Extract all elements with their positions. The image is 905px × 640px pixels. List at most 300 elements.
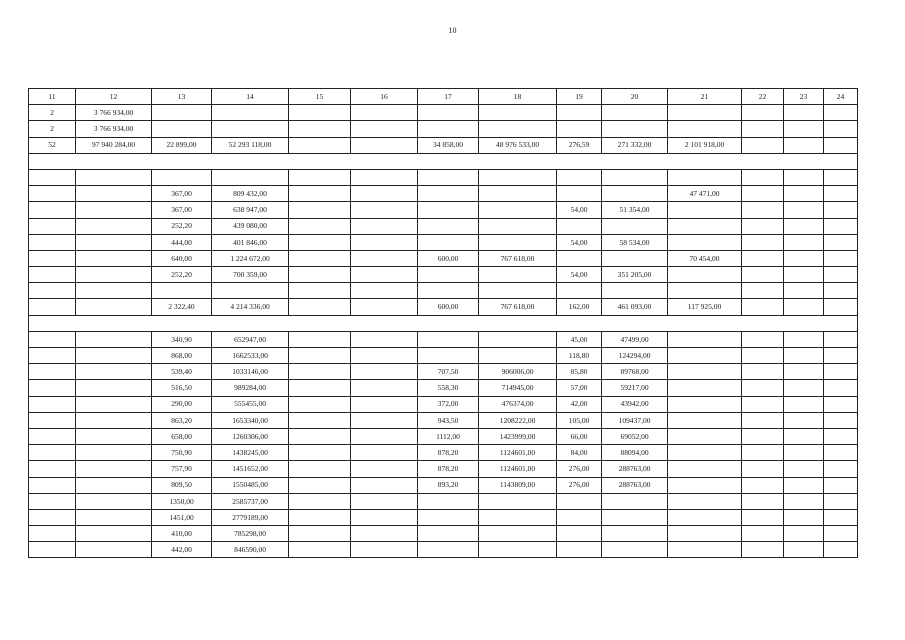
table-cell: 658,00 — [152, 428, 212, 444]
table-cell — [29, 153, 76, 169]
table-cell — [289, 186, 351, 202]
table-cell — [289, 137, 351, 153]
table-cell: 59217,00 — [602, 380, 668, 396]
table-cell: 767 618,00 — [479, 299, 557, 315]
table-cell: 638 947,00 — [212, 202, 289, 218]
column-header: 12 — [76, 89, 152, 105]
table-cell: 809,50 — [152, 477, 212, 493]
table-cell — [29, 299, 76, 315]
table-cell — [479, 153, 557, 169]
table-cell — [668, 267, 742, 283]
table-cell — [418, 153, 479, 169]
table-row — [29, 412, 858, 428]
table-cell — [351, 542, 418, 558]
table-cell: 442,00 — [152, 542, 212, 558]
table-cell: 516,50 — [152, 380, 212, 396]
table-cell: 785298,00 — [212, 526, 289, 542]
table-cell — [289, 267, 351, 283]
table-cell — [668, 153, 742, 169]
table-cell: 767 618,00 — [479, 250, 557, 266]
table-row — [29, 445, 858, 461]
table-cell — [742, 121, 784, 137]
table-cell — [784, 509, 824, 525]
table-cell: 105,00 — [557, 412, 602, 428]
table-cell: 276,00 — [557, 477, 602, 493]
table-cell — [824, 250, 858, 266]
table-cell — [418, 315, 479, 331]
table-cell: 124294,00 — [602, 348, 668, 364]
table-cell: 34 858,00 — [418, 137, 479, 153]
column-header: 14 — [212, 89, 289, 105]
table-cell — [824, 186, 858, 202]
table-cell — [557, 526, 602, 542]
table-cell — [668, 412, 742, 428]
table-cell — [784, 267, 824, 283]
column-header: 19 — [557, 89, 602, 105]
table-cell — [742, 234, 784, 250]
table-row — [29, 477, 858, 493]
table-cell: 54,00 — [557, 202, 602, 218]
table-cell — [668, 445, 742, 461]
table-cell — [351, 299, 418, 315]
table-cell: 707,50 — [418, 364, 479, 380]
table-cell — [289, 299, 351, 315]
column-header: 24 — [824, 89, 858, 105]
table-cell: 54,00 — [557, 234, 602, 250]
table-cell — [76, 428, 152, 444]
table-cell — [824, 153, 858, 169]
table-cell — [29, 234, 76, 250]
table-cell — [289, 218, 351, 234]
table-cell: 351 205,00 — [602, 267, 668, 283]
table-cell — [602, 218, 668, 234]
table-cell — [668, 169, 742, 185]
table-cell — [29, 267, 76, 283]
table-cell — [289, 234, 351, 250]
table-cell: 372,00 — [418, 396, 479, 412]
table-cell: 1124601,00 — [479, 445, 557, 461]
table-cell — [76, 461, 152, 477]
table-cell — [418, 105, 479, 121]
table-cell — [742, 477, 784, 493]
table-cell — [152, 169, 212, 185]
table-cell — [29, 509, 76, 525]
table-cell: 45,00 — [557, 331, 602, 347]
table-cell: 252,20 — [152, 267, 212, 283]
table-cell — [351, 315, 418, 331]
table-cell: 42,00 — [557, 396, 602, 412]
table-cell — [289, 250, 351, 266]
table-cell — [351, 137, 418, 153]
table-cell: 1451652,00 — [212, 461, 289, 477]
table-cell — [351, 396, 418, 412]
table-row — [29, 105, 858, 121]
table-cell — [602, 526, 668, 542]
table-cell — [784, 153, 824, 169]
table-cell — [351, 234, 418, 250]
table-cell — [152, 315, 212, 331]
table-cell — [29, 250, 76, 266]
table-cell — [784, 218, 824, 234]
table-cell — [668, 202, 742, 218]
table-cell: 54,00 — [557, 267, 602, 283]
table-cell — [557, 169, 602, 185]
table-cell: 4 214 336,00 — [212, 299, 289, 315]
table-cell — [29, 169, 76, 185]
table-cell: 84,00 — [557, 445, 602, 461]
table-cell: 271 332,00 — [602, 137, 668, 153]
table-cell: 1 224 672,00 — [212, 250, 289, 266]
column-header: 11 — [29, 89, 76, 105]
table-cell — [824, 331, 858, 347]
column-header: 23 — [784, 89, 824, 105]
table-cell — [824, 461, 858, 477]
table-cell — [351, 267, 418, 283]
table-row — [29, 299, 858, 315]
table-cell — [29, 331, 76, 347]
table-cell — [479, 331, 557, 347]
table-cell — [76, 493, 152, 509]
table-cell — [29, 396, 76, 412]
table-cell: 2 322,40 — [152, 299, 212, 315]
table-cell — [76, 509, 152, 525]
table-cell: 878,20 — [418, 445, 479, 461]
table-cell — [76, 234, 152, 250]
table-cell — [29, 412, 76, 428]
table-cell — [602, 493, 668, 509]
table-cell — [29, 186, 76, 202]
table-row — [29, 348, 858, 364]
table-cell — [557, 121, 602, 137]
column-header: 22 — [742, 89, 784, 105]
table-cell — [76, 348, 152, 364]
table-cell: 757,90 — [152, 461, 212, 477]
table-cell — [351, 428, 418, 444]
table-cell — [418, 509, 479, 525]
table-cell — [742, 202, 784, 218]
table-row — [29, 218, 858, 234]
table-cell: 52 — [29, 137, 76, 153]
table-cell: 1550485,00 — [212, 477, 289, 493]
table-cell: 600,00 — [418, 299, 479, 315]
table-cell — [668, 542, 742, 558]
table-cell: 57,00 — [557, 380, 602, 396]
table-cell — [351, 445, 418, 461]
table-cell — [289, 526, 351, 542]
table-cell — [289, 380, 351, 396]
table-cell — [784, 348, 824, 364]
table-cell: 69052,00 — [602, 428, 668, 444]
table-cell — [351, 121, 418, 137]
table-cell — [824, 477, 858, 493]
table-cell — [742, 445, 784, 461]
table-cell: 1112,00 — [418, 428, 479, 444]
table-cell — [351, 509, 418, 525]
table-row — [29, 137, 858, 153]
table-cell — [76, 445, 152, 461]
table-cell: 47 471,00 — [668, 186, 742, 202]
table-cell: 1423999,00 — [479, 428, 557, 444]
table-cell: 367,00 — [152, 186, 212, 202]
table-cell — [602, 542, 668, 558]
table-cell — [351, 477, 418, 493]
table-cell: 288763,00 — [602, 461, 668, 477]
table-cell — [418, 186, 479, 202]
table-cell — [784, 493, 824, 509]
table-row — [29, 121, 858, 137]
table-cell — [351, 202, 418, 218]
table-cell: 868,00 — [152, 348, 212, 364]
table-cell: 52 293 118,00 — [212, 137, 289, 153]
table-cell: 640,00 — [152, 250, 212, 266]
table-cell — [557, 509, 602, 525]
table-cell: 288763,00 — [602, 477, 668, 493]
table-cell — [742, 428, 784, 444]
table-cell — [742, 364, 784, 380]
table-cell — [742, 526, 784, 542]
table-cell — [824, 380, 858, 396]
table-cell — [289, 396, 351, 412]
table-cell: 1124601,00 — [479, 461, 557, 477]
table-cell — [29, 461, 76, 477]
table-cell — [29, 542, 76, 558]
table-cell — [784, 461, 824, 477]
table-cell — [479, 348, 557, 364]
table-cell: 1653340,00 — [212, 412, 289, 428]
table-row — [29, 396, 858, 412]
table-cell: 558,30 — [418, 380, 479, 396]
table-cell: 1208222,00 — [479, 412, 557, 428]
table-cell — [824, 218, 858, 234]
table-cell — [784, 234, 824, 250]
table-cell — [76, 364, 152, 380]
table-cell — [784, 186, 824, 202]
table-cell: 1260306,00 — [212, 428, 289, 444]
table-cell — [351, 218, 418, 234]
table-cell — [418, 348, 479, 364]
table-cell — [152, 105, 212, 121]
table-cell — [289, 364, 351, 380]
table-cell: 863,20 — [152, 412, 212, 428]
table-cell — [824, 137, 858, 153]
table-cell — [289, 493, 351, 509]
table-cell: 22 899,00 — [152, 137, 212, 153]
table-cell: 1143809,00 — [479, 477, 557, 493]
table-row — [29, 380, 858, 396]
table-cell: 118,80 — [557, 348, 602, 364]
table-cell: 439 080,00 — [212, 218, 289, 234]
table-cell — [351, 412, 418, 428]
table-cell — [29, 493, 76, 509]
table-cell — [784, 445, 824, 461]
table-cell — [557, 542, 602, 558]
table-cell — [152, 283, 212, 299]
table-row — [29, 526, 858, 542]
table-cell — [418, 169, 479, 185]
table-cell — [351, 283, 418, 299]
table-cell — [668, 509, 742, 525]
column-header: 20 — [602, 89, 668, 105]
table-cell: 1438245,00 — [212, 445, 289, 461]
table-cell: 809 432,00 — [212, 186, 289, 202]
table-cell — [668, 315, 742, 331]
table-cell — [289, 331, 351, 347]
table-cell — [29, 348, 76, 364]
table-cell — [289, 315, 351, 331]
table-cell — [668, 364, 742, 380]
table-row — [29, 509, 858, 525]
table-row — [29, 283, 858, 299]
table-cell — [824, 267, 858, 283]
table-cell — [479, 267, 557, 283]
table-cell — [479, 169, 557, 185]
table-cell — [824, 526, 858, 542]
table-cell: 1033146,00 — [212, 364, 289, 380]
table-cell — [824, 234, 858, 250]
table-cell — [784, 331, 824, 347]
table-cell — [351, 364, 418, 380]
table-cell — [351, 526, 418, 542]
table-cell — [602, 186, 668, 202]
table-cell — [602, 509, 668, 525]
table-row — [29, 153, 858, 169]
table-cell — [742, 250, 784, 266]
table-cell: 47499,00 — [602, 331, 668, 347]
table-cell — [668, 105, 742, 121]
table-cell — [351, 348, 418, 364]
table-cell — [29, 477, 76, 493]
table-cell — [418, 234, 479, 250]
table-row — [29, 250, 858, 266]
table-cell: 3 766 934,00 — [76, 121, 152, 137]
table-cell: 3 766 934,00 — [76, 105, 152, 121]
table-cell — [76, 396, 152, 412]
table-cell — [29, 526, 76, 542]
table-cell — [29, 202, 76, 218]
table-cell — [351, 380, 418, 396]
table-cell — [76, 283, 152, 299]
table-cell — [784, 412, 824, 428]
table-cell — [29, 315, 76, 331]
table-cell — [76, 380, 152, 396]
table-cell — [76, 331, 152, 347]
table-cell — [76, 153, 152, 169]
table-cell — [784, 137, 824, 153]
table-cell: 1662533,00 — [212, 348, 289, 364]
table-cell — [824, 428, 858, 444]
table-cell — [418, 542, 479, 558]
table-cell — [479, 509, 557, 525]
column-header: 16 — [351, 89, 418, 105]
table-cell: 652947,00 — [212, 331, 289, 347]
table-cell — [289, 348, 351, 364]
table-cell — [418, 267, 479, 283]
table-cell — [742, 267, 784, 283]
table-cell — [289, 477, 351, 493]
table-cell — [742, 348, 784, 364]
data-table — [28, 88, 858, 558]
table-cell: 70 454,00 — [668, 250, 742, 266]
table-cell — [668, 218, 742, 234]
table-cell — [351, 153, 418, 169]
table-cell — [212, 105, 289, 121]
table-cell — [29, 445, 76, 461]
table-cell: 162,00 — [557, 299, 602, 315]
table-cell — [418, 493, 479, 509]
table-row — [29, 428, 858, 444]
table-cell — [479, 315, 557, 331]
table-cell: 58 534,00 — [602, 234, 668, 250]
table-cell — [479, 218, 557, 234]
table-cell — [76, 542, 152, 558]
table-cell — [29, 218, 76, 234]
column-header: 18 — [479, 89, 557, 105]
table-cell — [289, 105, 351, 121]
table-cell: 48 976 533,00 — [479, 137, 557, 153]
table-cell — [668, 380, 742, 396]
table-cell — [76, 169, 152, 185]
table-cell — [668, 283, 742, 299]
table-cell: 476374,00 — [479, 396, 557, 412]
table-cell — [76, 218, 152, 234]
table-cell — [824, 105, 858, 121]
table-cell — [824, 315, 858, 331]
table-cell — [351, 461, 418, 477]
table-cell: 43942,00 — [602, 396, 668, 412]
table-cell — [479, 283, 557, 299]
table-header-row — [29, 89, 858, 105]
table-cell — [289, 412, 351, 428]
table-cell — [76, 315, 152, 331]
table-cell: 2 101 918,00 — [668, 137, 742, 153]
table-cell — [289, 461, 351, 477]
table-cell — [418, 202, 479, 218]
table-cell — [742, 218, 784, 234]
column-header: 17 — [418, 89, 479, 105]
table-cell: 401 846,00 — [212, 234, 289, 250]
table-cell — [557, 283, 602, 299]
table-cell — [824, 396, 858, 412]
table-cell — [602, 315, 668, 331]
table-cell: 290,00 — [152, 396, 212, 412]
table-cell — [784, 364, 824, 380]
table-cell — [418, 218, 479, 234]
table-cell — [418, 331, 479, 347]
table-row — [29, 493, 858, 509]
table-cell: 252,20 — [152, 218, 212, 234]
table-cell: 2779189,00 — [212, 509, 289, 525]
table-cell — [289, 509, 351, 525]
table-cell — [289, 202, 351, 218]
table-cell — [76, 186, 152, 202]
table-cell — [602, 105, 668, 121]
table-cell — [289, 542, 351, 558]
table-cell — [742, 412, 784, 428]
table-cell — [742, 153, 784, 169]
table-cell — [742, 509, 784, 525]
table-cell — [668, 234, 742, 250]
table-cell — [479, 493, 557, 509]
table-cell: 2 — [29, 121, 76, 137]
table-cell — [479, 105, 557, 121]
table-cell: 555455,00 — [212, 396, 289, 412]
table-cell — [824, 299, 858, 315]
table-cell — [418, 121, 479, 137]
table-cell: 109437,00 — [602, 412, 668, 428]
table-cell — [824, 121, 858, 137]
table-cell — [29, 364, 76, 380]
table-cell — [76, 202, 152, 218]
